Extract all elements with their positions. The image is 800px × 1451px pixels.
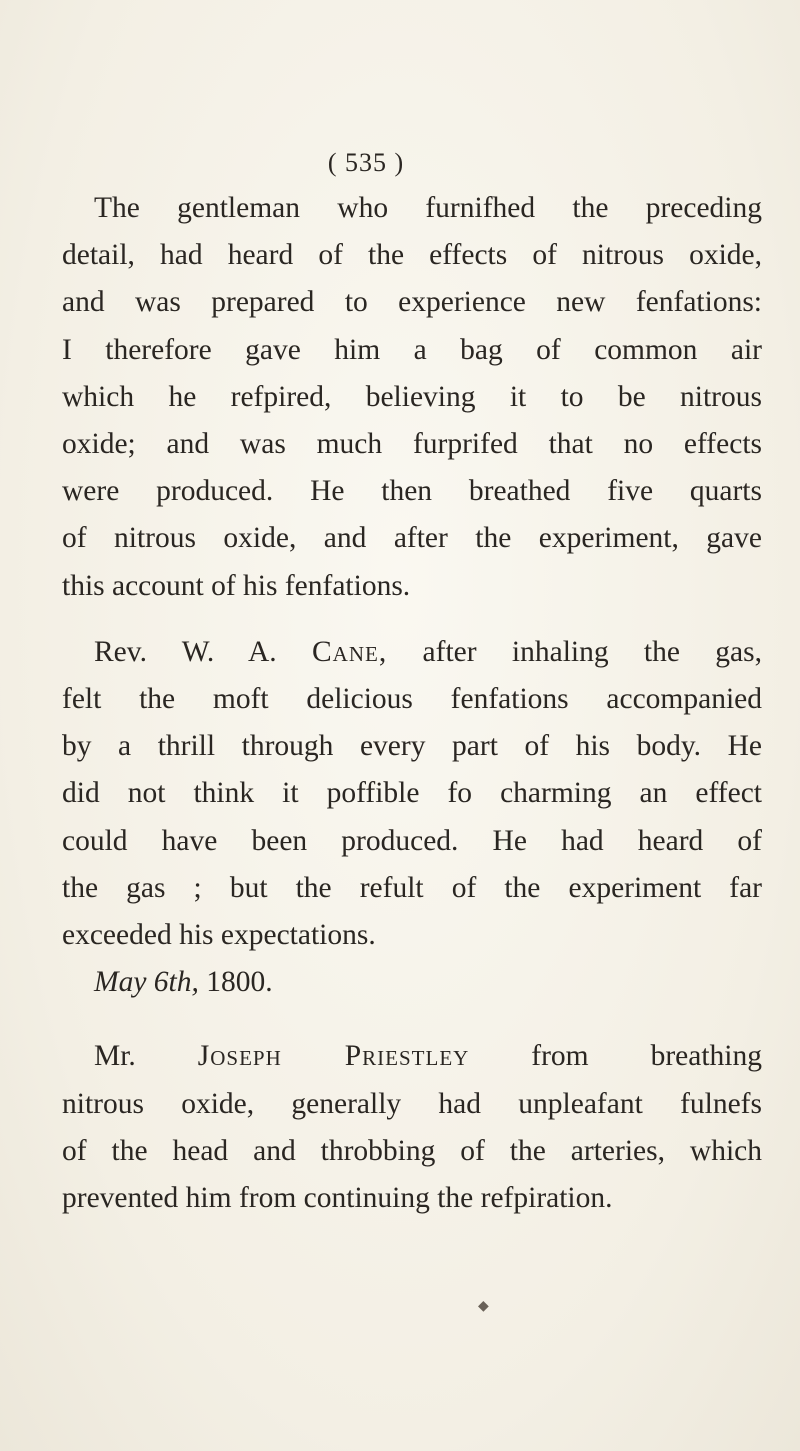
- paragraph-priestley: [62, 1033, 762, 1222]
- text-line: prevented him from continuing the refpiration.: [62, 1182, 613, 1215]
- line-rest: from breathing: [469, 1040, 762, 1073]
- text-line: were produced. He then breathed five quarts: [62, 475, 762, 508]
- text-line: could have been produced. He had heard of: [62, 824, 762, 857]
- text-line: [62, 629, 762, 676]
- text-line: [62, 959, 762, 1006]
- paragraph-cane: [62, 629, 762, 959]
- text-line: this account of his fenfations.: [62, 569, 411, 602]
- person-name: Cane,: [312, 635, 388, 668]
- person-name: Joseph Priestley: [197, 1040, 470, 1073]
- name-prefix: Rev. W. A.: [94, 635, 312, 668]
- text-line: [62, 1033, 762, 1080]
- text-line: exceeded his expectations.: [62, 919, 376, 952]
- text-line: and was prepared to experience new fenfations:: [62, 286, 762, 319]
- text-line: which he refpired, believing it to be nitrous: [62, 380, 762, 413]
- ink-speck: ◆: [478, 1299, 489, 1314]
- date-year: 1800.: [198, 966, 273, 999]
- text-line: I therefore gave him a bag of common air: [62, 333, 762, 366]
- text-line: The gentleman who furnifhed the preceding: [94, 192, 762, 224]
- text-line: of nitrous oxide, and after the experiment, gave: [62, 522, 762, 555]
- text-line: oxide; and was much furprifed that no effects: [62, 428, 762, 461]
- page-number: ( 535 ): [327, 148, 405, 177]
- text-line: the gas ; but the refult of the experiment far: [62, 871, 762, 904]
- dateline: [62, 959, 762, 1006]
- text-line: detail, had heard of the effects of nitrous oxide,: [62, 239, 762, 272]
- body-text: [62, 185, 762, 1222]
- text-line: of the head and throbbing of the arteries, which: [62, 1134, 762, 1167]
- date-text: May 6th,: [94, 966, 199, 999]
- text-line: by a thrill through every part of his body. He: [62, 730, 762, 763]
- text-line: nitrous oxide, generally had unpleafant fulnefs: [62, 1087, 762, 1120]
- name-prefix: Mr.: [94, 1040, 198, 1073]
- text-line: felt the moft delicious fenfations accompanied: [62, 683, 762, 716]
- text-line: did not think it poffible fo charming an effect: [62, 777, 762, 810]
- paragraph-gentleman: [62, 185, 762, 610]
- line-rest: after inhaling the gas,: [387, 635, 762, 668]
